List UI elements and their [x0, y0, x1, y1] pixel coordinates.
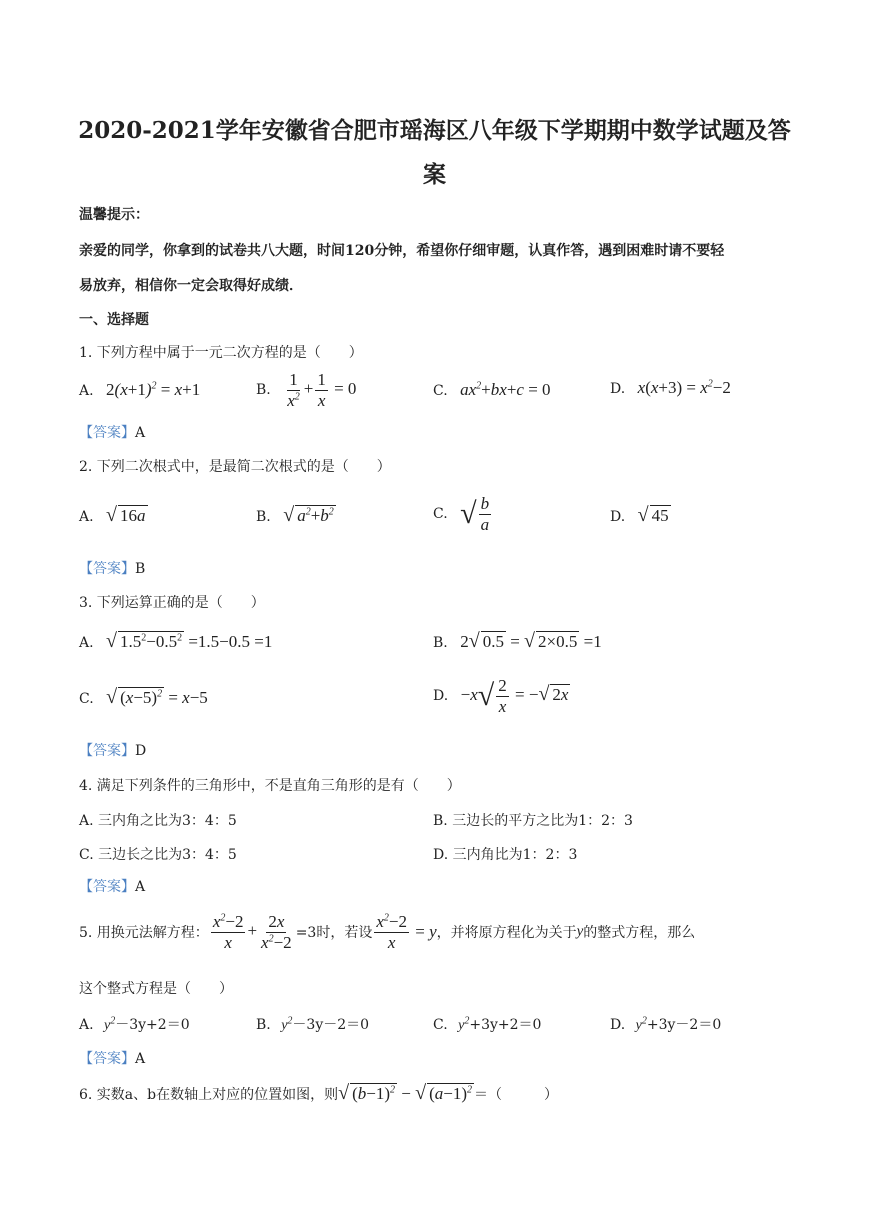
notice-line1: 亲爱的同学，你拿到的试卷共八大题，时间120分钟，希望你仔细审题，认真作答，遇到困难时请不要轻 — [79, 243, 725, 259]
q5-option-a: A. $y^2-3y+2=0$ — [79, 1015, 190, 1033]
q1-option-c: C. $ax^2+bx+c = 0$ — [433, 380, 551, 399]
q4-stem: 4. 满足下列条件的三角形中，不是直角三角形的是有（ ） — [79, 778, 461, 794]
q5-stem-line2: 这个整式方程是（ ） — [79, 981, 233, 997]
notice-heading: 温馨提示： — [79, 207, 149, 223]
q2-stem: 2. 下列二次根式中，是最简二次根式的是（ ） — [79, 459, 391, 475]
q2-option-c: C. √ $\frac{b}{a}$ — [433, 494, 490, 534]
q3-option-b: B. 2√ 0.5 = √ 2×0.5 =1 — [433, 630, 602, 652]
q4-option-a: A. 三内角之比为3：4：5 — [79, 813, 237, 829]
q5-stem: 5. 用换元法解方程： $\frac{x^2-2}{x}$ + $\frac{2x}{x^2-2}$ =3时，若设 $\frac{x^2-2}{x}$ = y，并将原方程化为关于y的整式方程，那么 — [79, 912, 696, 952]
q1-option-b: B. $\frac{1}{x^2}$ + $\frac{1}{x}$ = 0 — [256, 370, 357, 410]
q1-stem: 1. 下列方程中属于一元二次方程的是（ ） — [79, 345, 363, 361]
q2-answer: 【答案】B — [79, 561, 146, 577]
q4-option-d: D. 三内角比为1：2：3 — [433, 847, 578, 863]
q4-option-b: B. 三边长的平方之比为1：2：3 — [433, 813, 633, 829]
q1-option-a: A. $2(x+1)^2 = x+1$ — [79, 380, 201, 399]
q3-answer: 【答案】D — [79, 743, 147, 759]
q1-option-d: D. $x(x+3) = x^2-2$ — [610, 378, 731, 397]
q5-answer: 【答案】A — [79, 1051, 146, 1067]
q3-option-d: D. −x√ $\frac{2}{x}$ = −√ 2x — [433, 676, 569, 716]
q2-option-d: D. √ 45 — [610, 504, 669, 526]
q3-stem: 3. 下列运算正确的是（ ） — [79, 595, 265, 611]
q5-option-b: B. $y^2-3y-2=0$ — [256, 1015, 370, 1033]
q5-option-d: D. $y^2+3y-2=0$ — [610, 1015, 722, 1033]
q2-option-b: B. √ $a^2+b^2$ — [256, 504, 334, 526]
notice-line2: 易放弃，相信你一定会取得好成绩． — [79, 278, 303, 294]
q4-option-c: C. 三边长之比为3：4：5 — [79, 847, 237, 863]
q3-option-a: A. √ $1.5^2-0.5^2 =1.5-0.5 =1$ — [79, 630, 273, 652]
page-title-line2: 案 — [423, 161, 446, 188]
q5-option-c: C. $y^2+3y+2=0$ — [433, 1015, 542, 1033]
q2-option-a: A. √ 16a — [79, 504, 146, 526]
section-heading: 一、选择题 — [79, 312, 149, 328]
q1-answer: 【答案】A — [79, 425, 146, 441]
q6-stem: 6. 实数a、b在数轴上对应的位置如图，则√ $(b-1)^2$ − √ $(a-1)^2$ ＝（ ） — [79, 1082, 559, 1104]
q3-option-c: C. √ $(x-5)^2 = x-5$ — [79, 686, 208, 708]
q4-answer: 【答案】A — [79, 879, 146, 895]
page-title-line1: 2020-2021学年安徽省合肥市瑶海区八年级下学期期中数学试题及答 — [78, 117, 791, 144]
